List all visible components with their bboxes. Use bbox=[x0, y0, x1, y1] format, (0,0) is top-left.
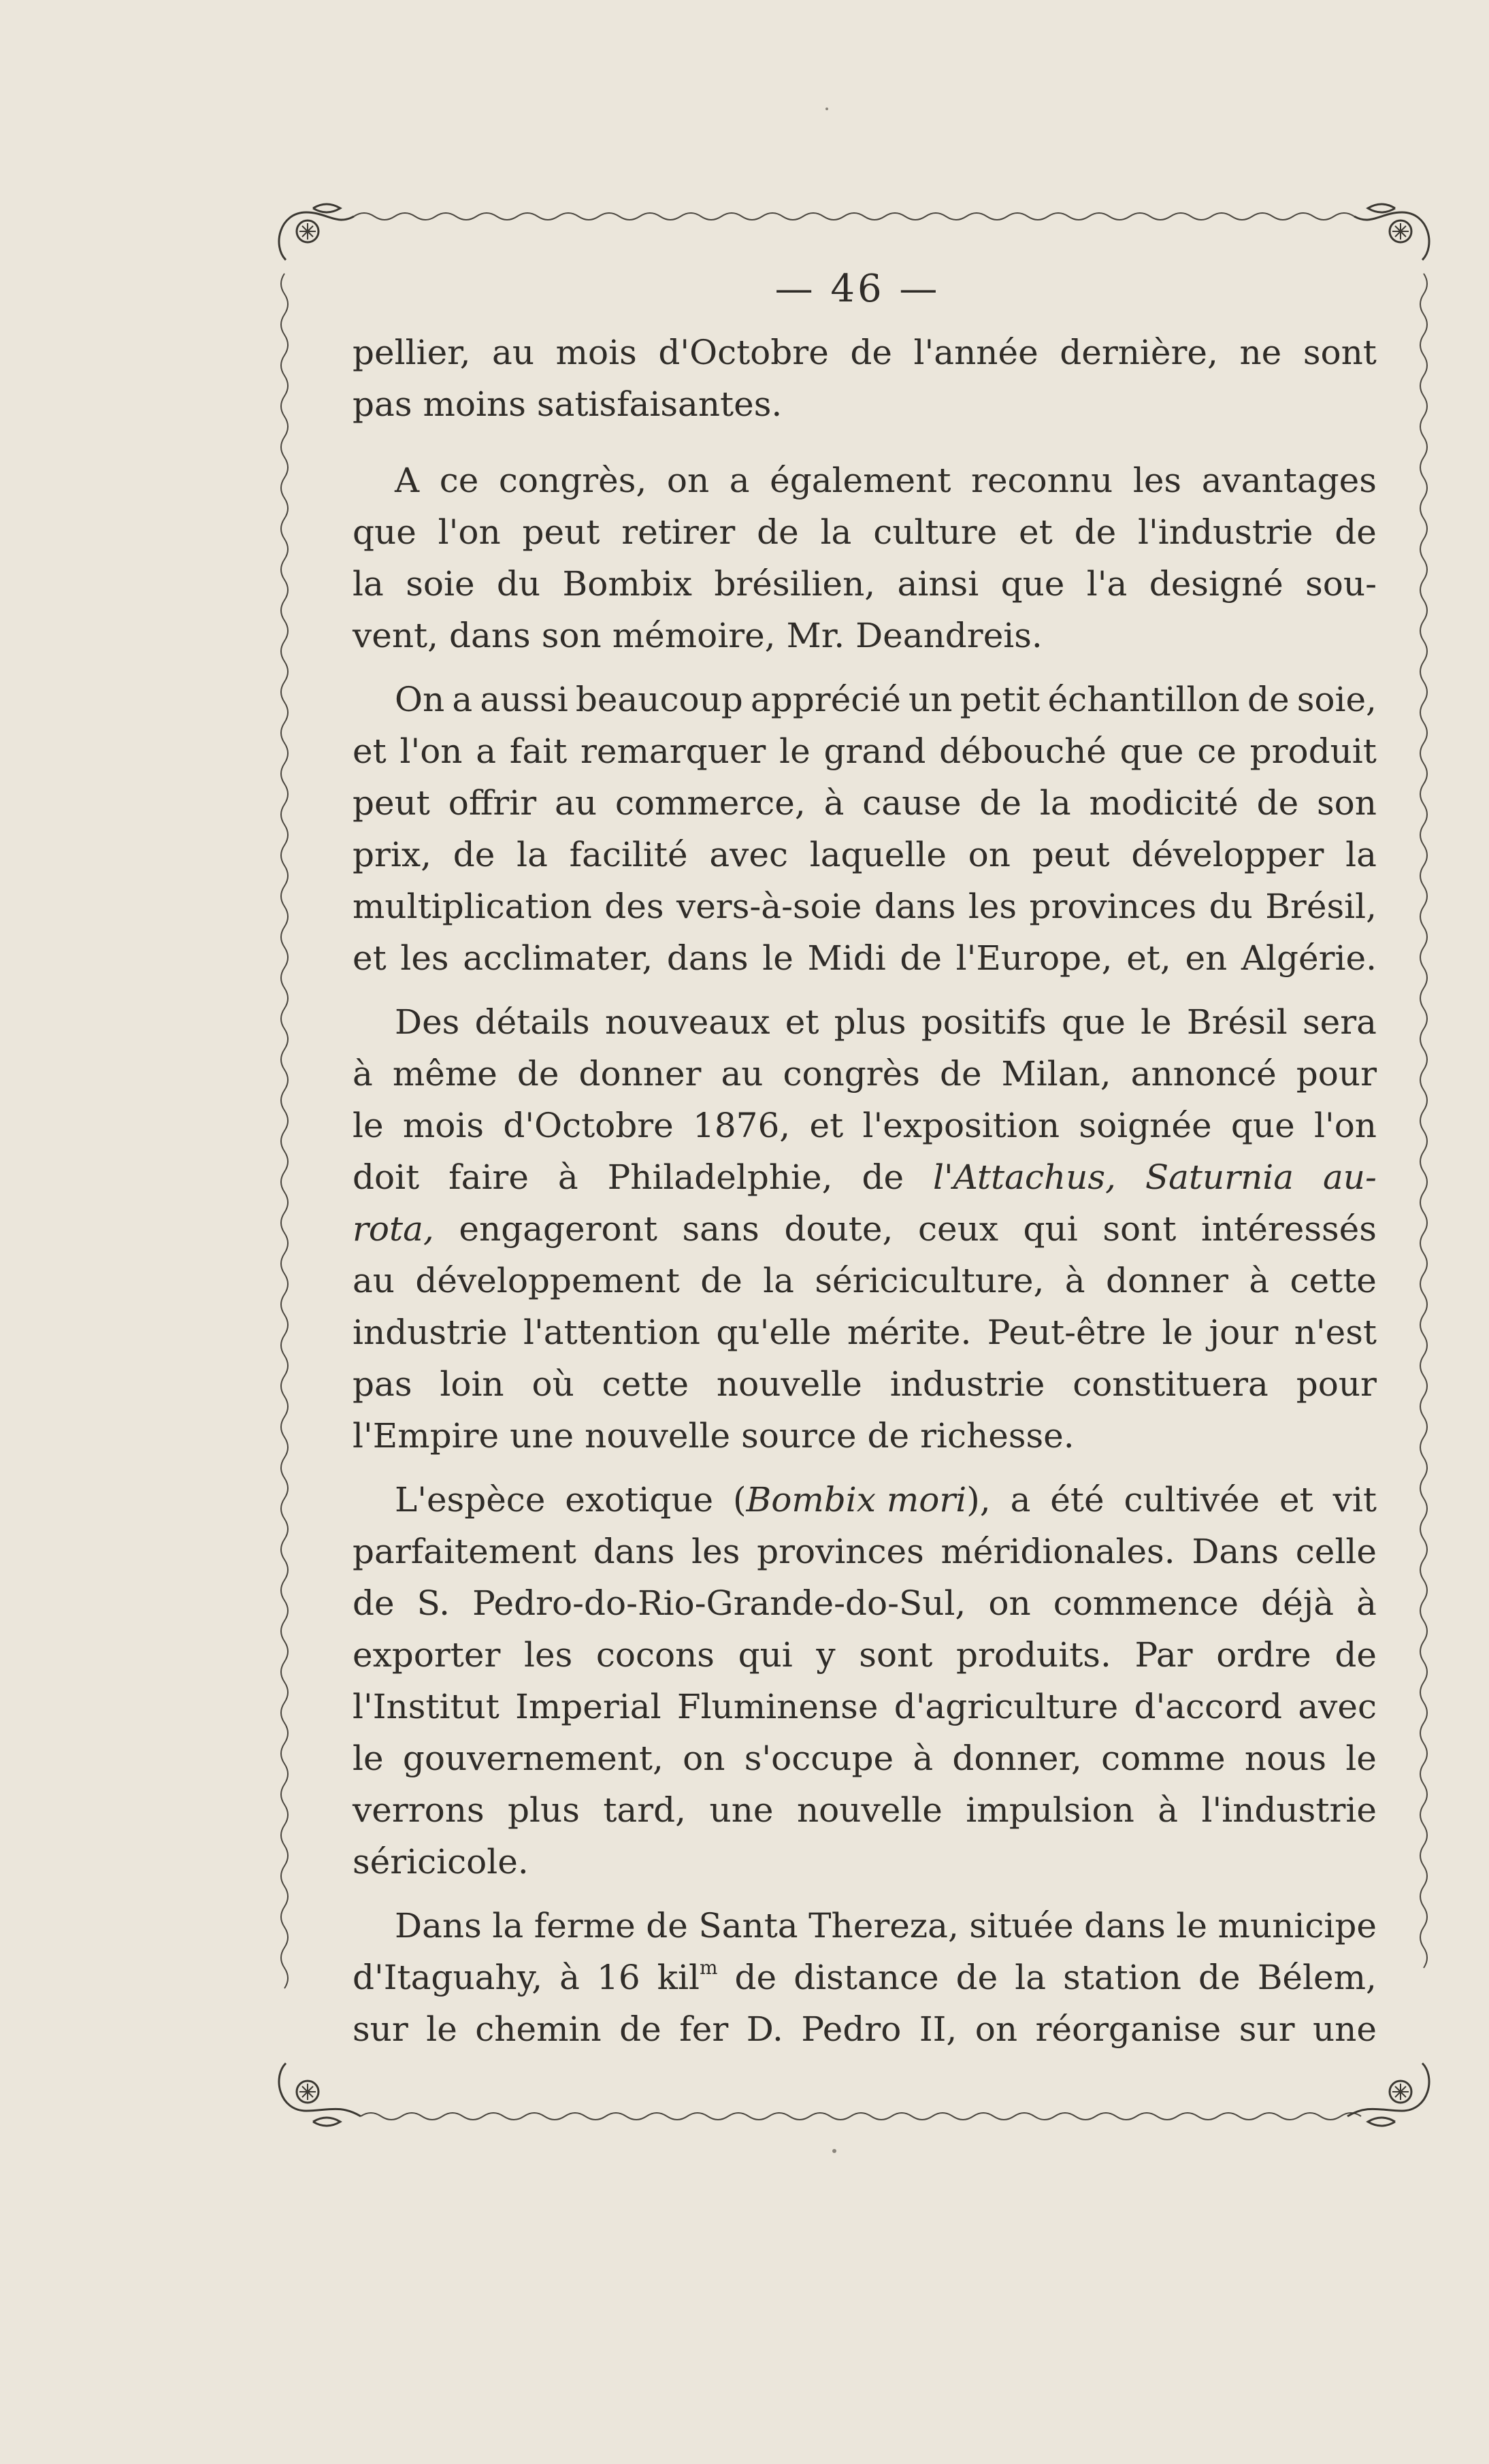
text-line: Dans la ferme de Santa Thereza, située dans le municipe bbox=[395, 1906, 1377, 1945]
corner-ornament-bottom-left bbox=[279, 2063, 361, 2126]
text-line: industrie l'attention qu'elle mérite. Peut-être le jour n'est bbox=[353, 1313, 1377, 1352]
text-line: que l'on peut retirer de la culture et de l'industrie de bbox=[353, 512, 1377, 552]
paragraph bbox=[353, 455, 1377, 661]
text-line: l'Institut Imperial Fluminense d'agriculture d'accord avec bbox=[353, 1687, 1377, 1726]
text-line: multiplication des vers-à-soie dans les provinces du Brésil, bbox=[353, 887, 1377, 926]
text-line: l'Empire une nouvelle source de richesse. bbox=[353, 1416, 1075, 1456]
corner-ornament-top-right bbox=[1354, 204, 1429, 260]
text-line: vent, dans son mémoire, Mr. Deandreis. bbox=[353, 616, 1043, 655]
ink-speck bbox=[825, 108, 828, 110]
text-line: pas moins satisfaisantes. bbox=[353, 384, 783, 424]
paragraph bbox=[353, 327, 1377, 430]
text-line: d'Itaguahy, à 16 kil$^m$ de distance de la station de Bélem, bbox=[353, 1956, 1377, 1997]
text-line: peut offrir au commerce, à cause de la modicité de son bbox=[353, 783, 1377, 823]
text-line: la soie du Bombix brésilien, ainsi que l'a designé sou- bbox=[353, 564, 1377, 604]
text-line: verrons plus tard, une nouvelle impulsion à l'industrie bbox=[353, 1790, 1377, 1830]
page-frame bbox=[272, 199, 1443, 2138]
text-line: pellier, au mois d'Octobre de l'année dernière, ne sont bbox=[353, 333, 1377, 372]
text-line: A ce congrès, on a également reconnu les avantages bbox=[395, 461, 1377, 500]
text-line: rota, engageront sans doute, ceux qui sont intéressés bbox=[353, 1209, 1377, 1249]
text-line: et les acclimater, dans le Midi de l'Europe, et, en Algérie. bbox=[353, 938, 1377, 978]
text-line: doit faire à Philadelphie, de l'Attachus, Saturnia au- bbox=[353, 1157, 1377, 1197]
paragraph bbox=[353, 996, 1377, 1462]
body-text bbox=[353, 327, 1377, 2055]
text-line: Des détails nouveaux et plus positifs que le Brésil sera bbox=[395, 1002, 1377, 1042]
paragraph bbox=[353, 674, 1377, 984]
text-line: le mois d'Octobre 1876, et l'exposition soignée que l'on bbox=[353, 1106, 1377, 1145]
text-line: sur le chemin de fer D. Pedro II, on réorganise sur une bbox=[353, 2009, 1377, 2049]
text-line: séricicole. bbox=[353, 1842, 529, 1882]
paragraph bbox=[353, 1474, 1377, 1888]
page-number: — 46 — bbox=[774, 267, 940, 311]
text-line: au développement de la sériciculture, à donner à cette bbox=[353, 1261, 1377, 1300]
text-line: On a aussi beaucoup apprécié un petit échantillon de soie, bbox=[395, 680, 1377, 719]
text-line: parfaitement dans les provinces méridionales. Dans celle bbox=[353, 1532, 1377, 1571]
text-line: L'espèce exotique (Bombix mori), a été cultivée et vit bbox=[395, 1480, 1377, 1520]
text-line: prix, de la facilité avec laquelle on peut développer la bbox=[353, 835, 1377, 874]
text-line: et l'on a fait remarquer le grand débouché que ce produit bbox=[353, 732, 1377, 771]
text-line: à même de donner au congrès de Milan, annoncé pour bbox=[353, 1054, 1377, 1094]
paragraph bbox=[353, 1900, 1377, 2055]
text-line: exporter les cocons qui y sont produits. Par ordre de bbox=[353, 1635, 1377, 1675]
corner-ornament-bottom-right bbox=[1347, 2063, 1429, 2126]
corner-ornament-top-left bbox=[279, 204, 354, 260]
ink-speck bbox=[832, 2149, 836, 2153]
text-line: de S. Pedro-do-Rio-Grande-do-Sul, on commence déjà à bbox=[353, 1583, 1377, 1623]
text-line: pas loin où cette nouvelle industrie constituera pour bbox=[353, 1364, 1377, 1404]
text-line: le gouvernement, on s'occupe à donner, comme nous le bbox=[353, 1739, 1377, 1778]
